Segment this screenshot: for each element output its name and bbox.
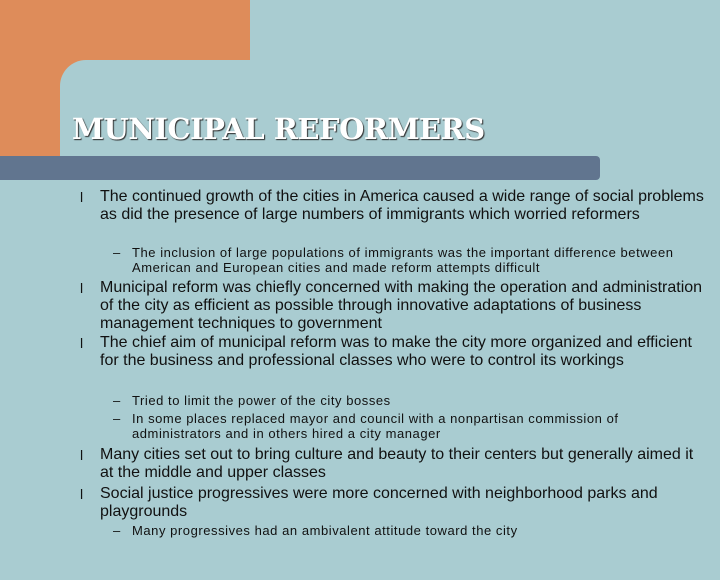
sub-bullet-marker: – — [113, 245, 121, 260]
sub-bullet-marker: – — [113, 393, 121, 408]
sub-bullet-marker: – — [113, 411, 121, 426]
bullet-marker: l — [80, 189, 84, 205]
sub-bullet-text: Tried to limit the power of the city bosses — [132, 393, 391, 408]
sub-bullet-text: The inclusion of large populations of immigrants was the important difference between American and European cities and made reform attempts difficult — [132, 245, 674, 275]
bullet-text: Many cities set out to bring culture and beauty to their centers but generally aimed it at the middle and upper classes — [100, 446, 694, 481]
sub-bullet-text: Many progressives had an ambivalent attitude toward the city — [132, 523, 518, 538]
bullet-marker: l — [80, 447, 84, 463]
bullet-marker: l — [80, 335, 84, 351]
slide-title: MUNICIPAL REFORMERS — [72, 112, 485, 146]
bullet-text: Municipal reform was chiefly concerned with making the operation and administration of the city as efficient as possible through innovative adaptations of business management techniques to government — [100, 279, 703, 332]
bullet-marker: l — [80, 486, 84, 502]
sub-bullet-marker: – — [113, 523, 121, 538]
bullet-text: The continued growth of the cities in America caused a wide range of social problems as did the presence of large numbers of immigrants which worried reformers — [100, 188, 704, 223]
sub-bullet-text: In some places replaced mayor and council with a nonpartisan commission of administrators and in others hired a city manager — [132, 411, 619, 441]
bullet-text: Social justice progressives were more concerned with neighborhood parks and playgrounds — [100, 485, 658, 520]
bullet-text: The chief aim of municipal reform was to make the city more organized and efficient for the business and professional classes who were to control its workings — [100, 334, 692, 369]
bullet-marker: l — [80, 280, 84, 296]
